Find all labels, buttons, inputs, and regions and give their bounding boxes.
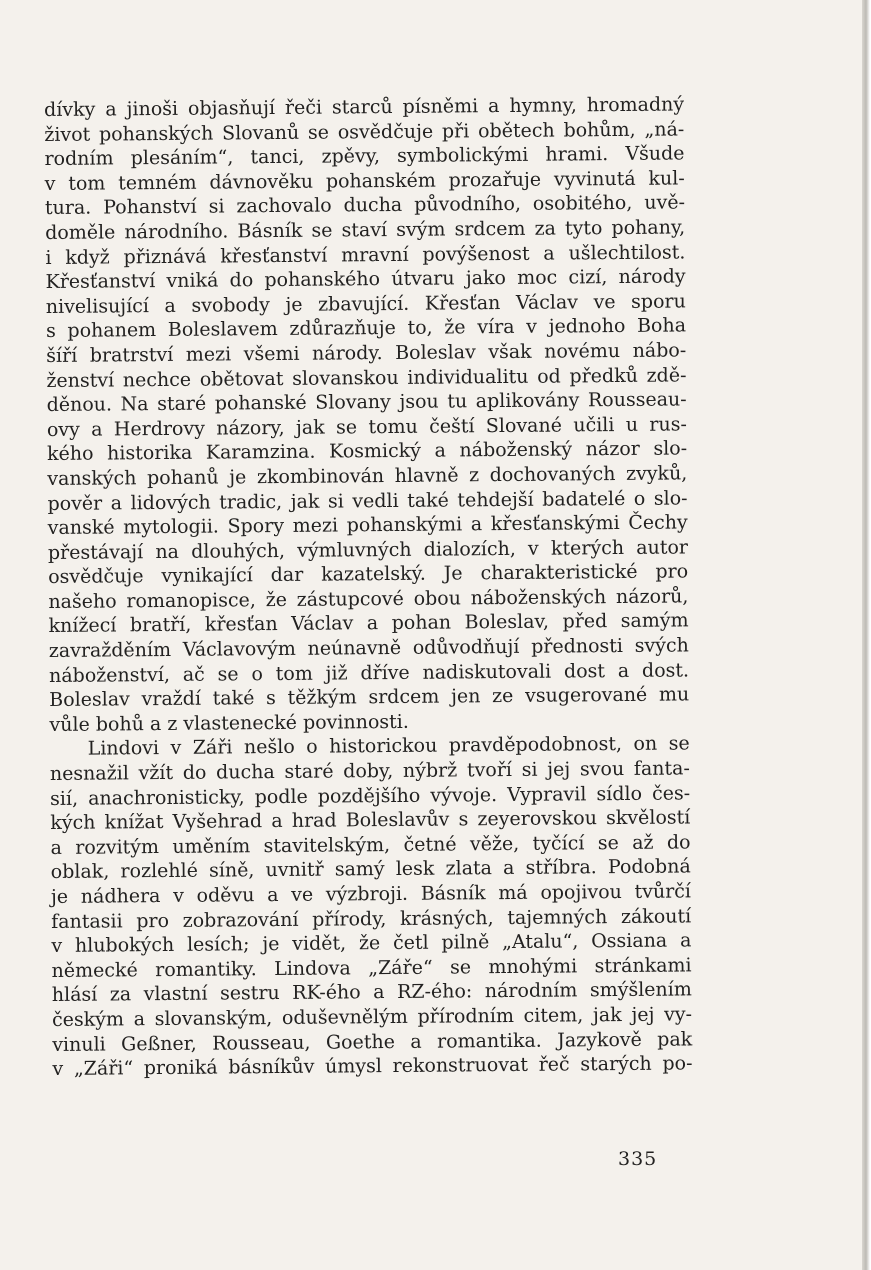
- text-line: v „Záři“ proniká básníkův úmysl rekonstruovat řeč starých po-: [52, 1052, 693, 1081]
- text-line: německé romantiky. Lindova „Záře“ se mnohými stránkami: [51, 954, 692, 982]
- text-line: a rozvitým uměním stavitelským, četné věže, tyčící se až do: [50, 831, 691, 859]
- text-line: s pohanem Boleslavem zdůrazňuje to, že víra v jednoho Boha: [45, 314, 687, 343]
- page-number: 335: [618, 1148, 658, 1170]
- text-line: tura. Pohanství si zachovalo ducha původního, osobitého, uvě-: [44, 191, 686, 220]
- text-line: nesnažil vžít do ducha staré doby, nýbrž tvoří si jej svou fanta-: [49, 757, 690, 786]
- text-line: Křesťanství vniká do pohanského útvaru jako moc cizí, národy: [45, 265, 686, 294]
- text-line: hlásí za vlastní sestru RK-ého a RZ-ého: národním smýšlením: [51, 978, 692, 1007]
- body-text: [44, 92, 693, 1081]
- text-line: kého historika Karamzina. Kosmický a náboženský názor slo-: [47, 437, 688, 466]
- text-line: knížecí bratří, křesťan Václav a pohan Boleslav, před samým: [48, 609, 689, 638]
- text-line: ženství nechce obětovat slovanskou individualitu od předků zdě-: [46, 363, 687, 392]
- text-line: děnou. Na staré pohanské Slovany jsou tu aplikovány Rousseau-: [46, 388, 687, 417]
- text-line: dívky a jinoši objasňují řeči starců písněmi a hymny, hromadný: [44, 93, 685, 121]
- text-line: fantasii pro zobrazování přírody, krásných, tajemných zákoutí: [51, 904, 692, 933]
- text-line: kých knížat Vyšehrad a hrad Boleslavův s zeyerovskou skvělostí: [50, 806, 691, 835]
- text-line: Lindovi v Záři nešlo o historickou pravděpodobnost, on se: [87, 732, 690, 761]
- text-line: našeho romanopisce, že zástupcové obou náboženských názorů,: [48, 585, 689, 613]
- text-line: náboženství, ač se o tom již dříve nadiskutovali dost a dost.: [48, 659, 690, 687]
- text-line: i když přiznává křesťanství mravní povýšenost a ušlechtilost.: [45, 240, 686, 269]
- text-line: vůle bohů a z vlastenecké povinnosti.: [49, 710, 409, 736]
- text-line: přestávají na dlouhých, výmluvných dialozích, v kterých autor: [47, 536, 689, 564]
- text-line: sií, anachronisticky, podle pozdějšího vývoje. Vypravil sídlo čes-: [50, 782, 691, 810]
- text-line: šíří bratrství mezi všemi národy. Boleslav však novému nábo-: [46, 339, 687, 367]
- text-line: Boleslav vraždí také s těžkým srdcem jen ze vsugerované mu: [49, 683, 690, 712]
- text-line: osvědčuje vynikající dar kazatelský. Je charakteristické pro: [48, 560, 689, 589]
- text-line: vanských pohanů je zkombinován hlavně z dochovaných zvyků,: [47, 462, 688, 490]
- text-line: oblak, rozlehlé síně, uvnitř samý lesk zlata a stříbra. Podobná: [50, 855, 691, 884]
- text-line: je nádhera v oděvu a ve výzbroji. Básník má opojivou tvůrčí: [50, 880, 692, 908]
- text-line: českým a slovanským, oduševnělým přírodním citem, jak jej vy-: [51, 1003, 693, 1031]
- text-line: zavražděním Václavovým neúnavně odůvodňují přednosti svých: [48, 634, 689, 663]
- text-line: pověr a lidových tradic, jak si vedli také tehdejší badatelé o slo-: [47, 486, 688, 515]
- text-line: v tom temném dávnověku pohanském prozařuje vyvinutá kul-: [44, 167, 685, 195]
- text-line: vinuli Geßner, Rousseau, Goethe a romantika. Jazykově pak: [52, 1027, 693, 1056]
- text-line: doměle národního. Básník se staví svým srdcem za tyto pohany,: [45, 216, 686, 244]
- text-line: nivelisující a svobody je zbavující. Křesťan Václav ve sporu: [45, 290, 686, 318]
- text-line: rodním plesáním“, tanci, zpěvy, symbolickými hrami. Všude: [44, 142, 685, 171]
- text-line: ovy a Herdrovy názory, jak se tomu čeští Slované učili u rus-: [46, 413, 687, 441]
- text-line: vanské mytologii. Spory mezi pohanskými a křesťanskými Čechy: [47, 511, 688, 540]
- text-line: v hlubokých lesích; je vidět, že četl pilně „Atalu“, Ossiana a: [51, 929, 692, 958]
- page-edge-shadow: [862, 0, 871, 1270]
- text-line: život pohanských Slovanů se osvědčuje při obětech bohům, „ná-: [44, 118, 685, 146]
